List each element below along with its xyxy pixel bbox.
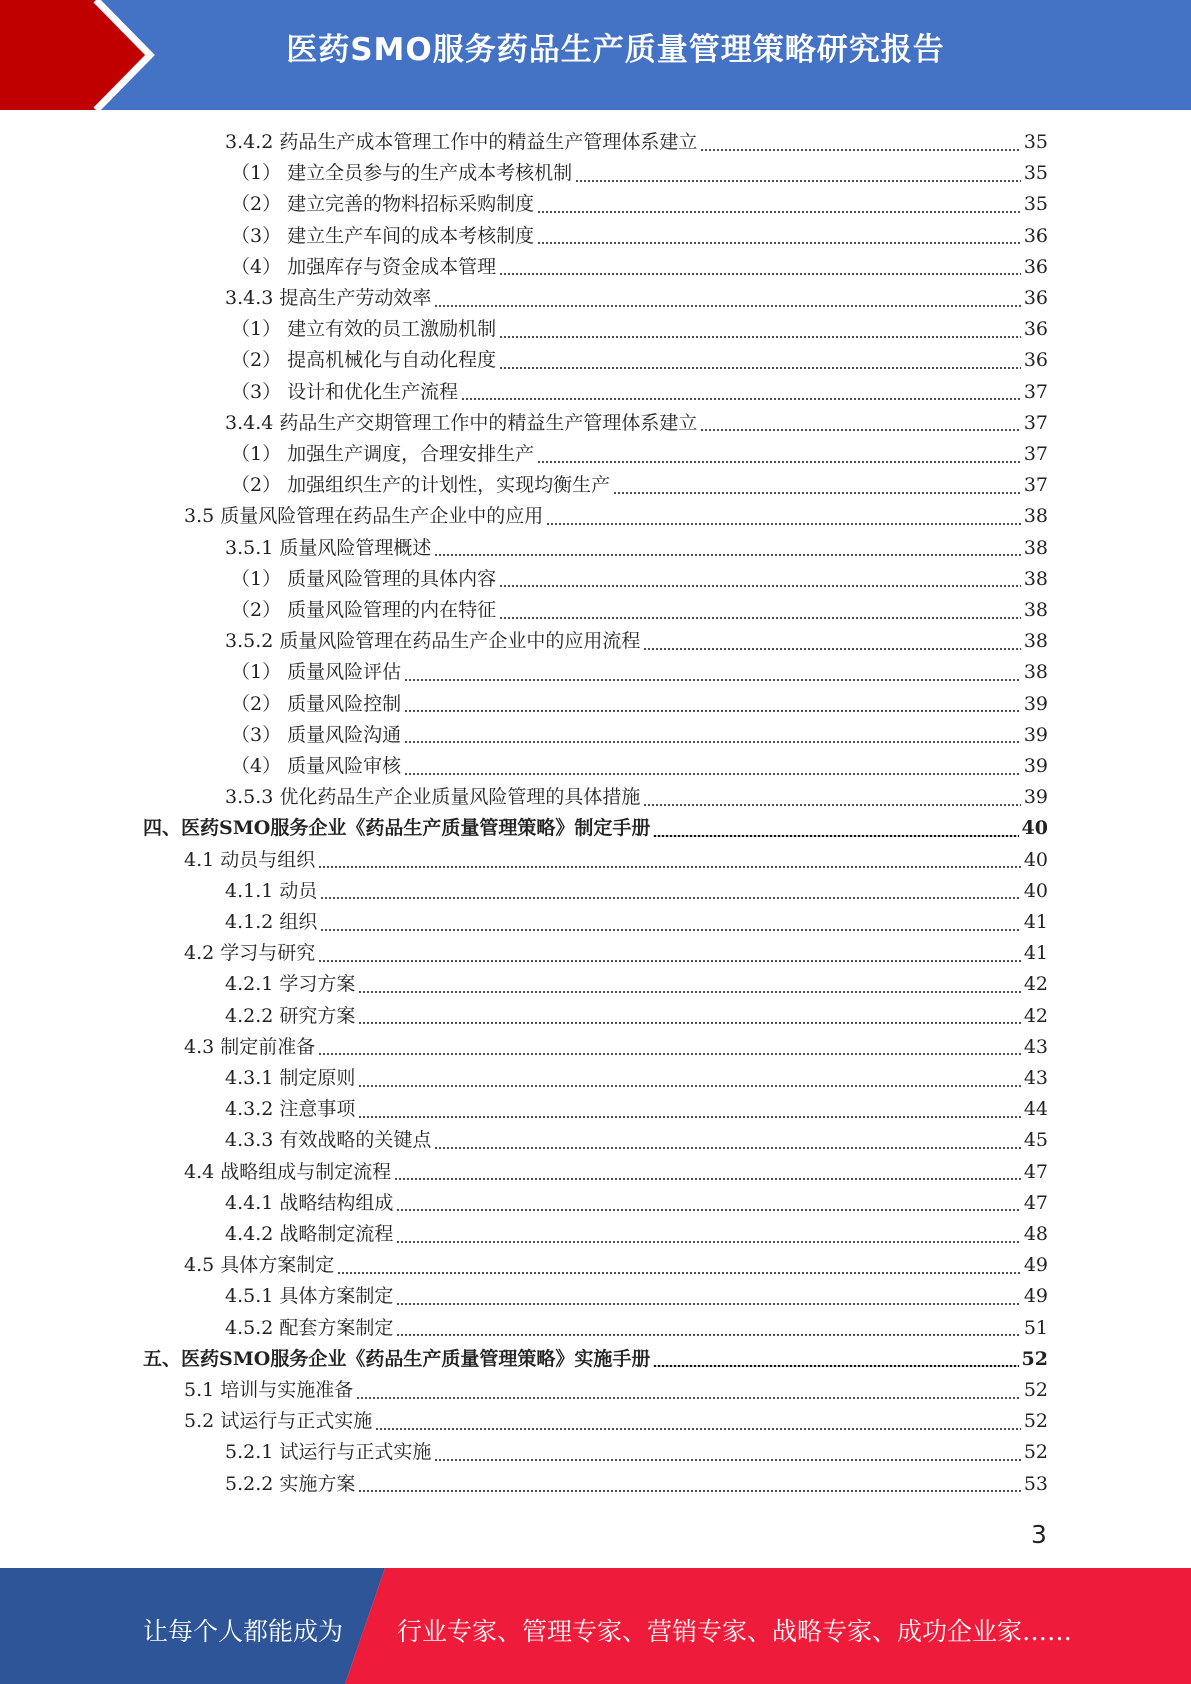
toc-entry-title: 提高机械化与自动化程度 — [287, 349, 497, 372]
toc-entry[interactable] — [231, 158, 1048, 189]
toc-dot-leader — [653, 835, 1018, 837]
toc-entry-number: （1） — [231, 443, 282, 465]
toc-entry-page: 35 — [1023, 193, 1048, 216]
toc-entry-title: 学习与研究 — [220, 942, 316, 965]
toc-entry-page: 49 — [1023, 1254, 1048, 1277]
toc-entry-page: 42 — [1023, 1004, 1048, 1027]
toc-entry-page: 39 — [1023, 692, 1048, 715]
page-footer — [0, 1568, 1191, 1684]
toc-entry-number: 3.4.2 — [225, 131, 274, 153]
toc-dot-leader — [537, 211, 1021, 213]
toc-entry-page: 39 — [1023, 723, 1048, 746]
toc-dot-leader — [358, 1116, 1020, 1118]
toc-entry-page: 38 — [1023, 630, 1048, 653]
toc-dot-leader — [461, 398, 1021, 400]
toc-entry-title: 配套方案制定 — [279, 1316, 394, 1339]
toc-entry[interactable] — [225, 1313, 1048, 1344]
toc-entry[interactable] — [225, 1437, 1048, 1468]
toc-dot-leader — [404, 741, 1021, 743]
toc-entry-number: （3） — [231, 723, 282, 746]
toc-entry[interactable] — [225, 1281, 1048, 1312]
toc-dot-leader — [394, 1178, 1021, 1180]
toc-entry[interactable] — [225, 782, 1048, 813]
toc-entry-number: 5.1 — [184, 1379, 215, 1401]
toc-entry[interactable] — [184, 1157, 1048, 1188]
toc-entry[interactable] — [225, 1001, 1048, 1032]
toc-dot-leader — [643, 804, 1020, 806]
toc-entry[interactable] — [184, 1375, 1048, 1406]
toc-entry-page: 43 — [1023, 1035, 1048, 1058]
toc-dot-leader — [499, 336, 1021, 338]
toc-entry-title: 质量风险管理在药品生产企业中的应用流程 — [279, 630, 641, 653]
toc-entry[interactable] — [184, 1032, 1048, 1063]
toc-entry-title: 建立生产车间的成本考核制度 — [287, 224, 535, 247]
toc-entry-title: 试运行与正式实施 — [279, 1441, 432, 1464]
toc-dot-leader — [404, 710, 1021, 712]
toc-entry-title: 具体方案制定 — [220, 1254, 335, 1277]
toc-entry-title: 动员与组织 — [220, 848, 316, 871]
toc-entry-number: （4） — [231, 755, 282, 777]
toc-entry-title: 药品生产交期管理工作中的精益生产管理体系建立 — [279, 411, 698, 434]
toc-entry-number: 四、 — [143, 817, 182, 840]
toc-dot-leader — [318, 866, 1021, 868]
toc-dot-leader — [404, 679, 1021, 681]
toc-entry-number: 4.3.2 — [225, 1098, 274, 1121]
toc-entry-page: 43 — [1023, 1067, 1048, 1089]
toc-entry-number: （1） — [231, 162, 282, 185]
page-number: 3 — [1031, 1520, 1047, 1549]
toc-entry-title: 加强库存与资金成本管理 — [287, 255, 497, 278]
toc-entry-title: 注意事项 — [279, 1098, 356, 1121]
toc-entry-number: （2） — [231, 599, 282, 621]
toc-dot-leader — [499, 367, 1021, 369]
toc-entry[interactable] — [231, 189, 1048, 220]
toc-entry-number: 5.2.2 — [225, 1472, 274, 1495]
toc-dot-leader — [537, 461, 1021, 463]
toc-entry-page: 45 — [1023, 1129, 1048, 1152]
toc-dot-leader — [499, 617, 1021, 619]
toc-dot-leader — [613, 492, 1021, 494]
toc-entry[interactable] — [231, 345, 1048, 376]
toc-entry-page: 38 — [1023, 661, 1048, 684]
toc-dot-leader — [434, 554, 1020, 556]
toc-entry-title: 医药SMO服务企业《药品生产质量管理策略》实施手册 — [181, 1347, 651, 1370]
toc-entry-number: （2） — [231, 474, 282, 497]
toc-entry-page: 47 — [1023, 1191, 1048, 1214]
toc-entry[interactable] — [184, 1250, 1048, 1281]
toc-entry[interactable] — [231, 439, 1048, 470]
toc-entry-page: 39 — [1023, 786, 1048, 809]
toc-entry-title: 组织 — [279, 911, 318, 933]
toc-entry-number: 4.4 — [184, 1160, 215, 1183]
toc-entry[interactable] — [143, 1344, 1048, 1375]
toc-entry-title: 加强生产调度，合理安排生产 — [287, 443, 535, 465]
toc-dot-leader — [320, 929, 1020, 931]
toc-entry[interactable] — [143, 813, 1048, 844]
toc-entry-number: 4.5 — [184, 1254, 215, 1277]
toc-entry-title: 质量风险管理的内在特征 — [287, 599, 497, 621]
toc-entry[interactable] — [225, 127, 1048, 158]
toc-entry[interactable] — [225, 283, 1048, 314]
toc-entry-title: 质量风险沟通 — [287, 723, 402, 746]
toc-entry[interactable] — [231, 252, 1048, 283]
toc-entry-page: 44 — [1023, 1098, 1048, 1121]
toc-entry-number: 3.5.1 — [225, 536, 274, 559]
toc-entry[interactable] — [231, 377, 1048, 408]
toc-entry-title: 质量风险评估 — [287, 661, 402, 684]
page-header — [0, 0, 1191, 110]
toc-entry-title: 医药SMO服务企业《药品生产质量管理策略》制定手册 — [181, 817, 651, 840]
toc-entry-title: 质量风险管理概述 — [279, 536, 432, 559]
toc-dot-leader — [318, 960, 1021, 962]
toc-entry-number: 4.2.2 — [225, 1004, 274, 1027]
toc-entry-number: 4.2 — [184, 942, 215, 965]
toc-entry-page: 36 — [1023, 349, 1048, 372]
toc-dot-leader — [434, 1459, 1020, 1461]
toc-entry[interactable] — [225, 1125, 1048, 1156]
toc-entry-title: 战略制定流程 — [279, 1223, 394, 1245]
toc-entry[interactable] — [225, 626, 1048, 657]
toc-entry-number: 4.4.2 — [225, 1223, 274, 1245]
toc-entry-page: 52 — [1023, 1379, 1048, 1401]
toc-dot-leader — [643, 648, 1020, 650]
toc-entry-page: 36 — [1023, 255, 1048, 278]
toc-entry-number: 3.5.3 — [225, 786, 274, 809]
toc-dot-leader — [375, 1428, 1021, 1430]
toc-dot-leader — [499, 273, 1021, 275]
toc-entry-page: 36 — [1023, 318, 1048, 341]
toc-dot-leader — [318, 1053, 1021, 1055]
toc-entry-page: 38 — [1023, 599, 1048, 621]
toc-entry-page: 41 — [1023, 911, 1048, 933]
toc-entry-title: 设计和优化生产流程 — [287, 380, 459, 403]
toc-entry-number: 4.1.2 — [225, 911, 274, 933]
toc-entry-title: 制定前准备 — [220, 1035, 316, 1058]
toc-entry[interactable] — [225, 1219, 1048, 1250]
toc-entry[interactable] — [225, 876, 1048, 907]
toc-entry[interactable] — [184, 845, 1048, 876]
toc-entry[interactable] — [225, 1063, 1048, 1094]
toc-entry-page: 35 — [1023, 162, 1048, 185]
toc-entry-page: 35 — [1023, 131, 1048, 153]
toc-entry-title: 培训与实施准备 — [220, 1379, 354, 1401]
toc-entry-title: 建立有效的员工激励机制 — [287, 318, 497, 341]
toc-entry-title: 动员 — [279, 879, 318, 902]
toc-entry-title: 实施方案 — [279, 1472, 356, 1495]
toc-entry-page: 37 — [1023, 411, 1048, 434]
toc-entry[interactable] — [225, 969, 1048, 1000]
toc-entry-page: 39 — [1023, 755, 1048, 777]
toc-dot-leader — [396, 1303, 1020, 1305]
toc-entry-number: （2） — [231, 692, 282, 715]
toc-entry-number: 4.3.3 — [225, 1129, 274, 1152]
toc-entry[interactable] — [231, 470, 1048, 501]
toc-entry[interactable] — [231, 657, 1048, 688]
toc-entry-number: 4.1.1 — [225, 879, 274, 902]
toc-entry-number: 4.5.1 — [225, 1285, 274, 1308]
toc-entry-page: 38 — [1023, 567, 1048, 590]
toc-entry-number: 4.1 — [184, 848, 215, 871]
toc-entry[interactable] — [231, 595, 1048, 626]
toc-entry-number: （2） — [231, 193, 282, 216]
toc-entry-number: （4） — [231, 255, 282, 278]
toc-entry-page: 47 — [1023, 1160, 1048, 1183]
toc-entry-title: 质量风险管理在药品生产企业中的应用 — [220, 505, 544, 528]
toc-dot-leader — [434, 305, 1020, 307]
toc-dot-leader — [700, 149, 1020, 151]
toc-entry[interactable] — [225, 1469, 1048, 1500]
toc-entry-number: 3.4.4 — [225, 411, 274, 434]
toc-entry[interactable] — [231, 751, 1048, 782]
toc-entry[interactable] — [225, 408, 1048, 439]
toc-dot-leader — [356, 1397, 1021, 1399]
toc-entry-page: 41 — [1023, 942, 1048, 965]
toc-entry-number: （1） — [231, 318, 282, 341]
toc-entry-page: 52 — [1021, 1347, 1048, 1370]
toc-dot-leader — [700, 429, 1020, 431]
toc-dot-leader — [499, 585, 1021, 587]
toc-entry-number: 3.5 — [184, 505, 215, 528]
toc-entry-title: 加强组织生产的计划性，实现均衡生产 — [287, 474, 611, 497]
document-title: 医药SMO服务药品生产质量管理策略研究报告 — [286, 32, 945, 68]
toc-entry-title: 提高生产劳动效率 — [279, 287, 432, 309]
toc-entry[interactable] — [184, 1406, 1048, 1437]
toc-entry[interactable] — [231, 689, 1048, 720]
toc-entry-number: 4.4.1 — [225, 1191, 274, 1214]
toc-dot-leader — [320, 897, 1020, 899]
toc-entry-page: 36 — [1023, 224, 1048, 247]
toc-entry-number: （3） — [231, 224, 282, 247]
toc-entry-number: （1） — [231, 567, 282, 590]
toc-entry[interactable] — [184, 501, 1048, 532]
toc-entry-title: 建立全员参与的生产成本考核机制 — [287, 162, 573, 185]
toc-dot-leader — [404, 773, 1021, 775]
footer-slogan-right: 行业专家、管理专家、营销专家、战略专家、成功企业家…… — [397, 1617, 1073, 1646]
toc-entry-title: 药品生产成本管理工作中的精益生产管理体系建立 — [279, 131, 698, 153]
toc-entry[interactable] — [231, 221, 1048, 252]
toc-entry-page: 51 — [1023, 1316, 1048, 1339]
toc-entry-page: 40 — [1023, 848, 1048, 871]
toc-entry-page: 42 — [1023, 973, 1048, 996]
toc-entry[interactable] — [225, 907, 1048, 938]
toc-entry-page: 37 — [1023, 380, 1048, 403]
toc-dot-leader — [653, 1365, 1018, 1367]
toc-entry-page: 53 — [1023, 1472, 1048, 1495]
toc-entry[interactable] — [231, 720, 1048, 751]
toc-entry-number: 3.5.2 — [225, 630, 274, 653]
toc-entry[interactable] — [225, 1094, 1048, 1125]
toc-dot-leader — [537, 242, 1021, 244]
toc-entry-page: 52 — [1023, 1441, 1048, 1464]
toc-dot-leader — [396, 1209, 1020, 1211]
toc-entry-title: 质量风险控制 — [287, 692, 402, 715]
toc-entry-title: 制定原则 — [279, 1067, 356, 1089]
toc-entry-title: 战略组成与制定流程 — [220, 1160, 392, 1183]
toc-entry-title: 研究方案 — [279, 1004, 356, 1027]
toc-entry-number: （2） — [231, 349, 282, 372]
toc-entry-page: 40 — [1021, 817, 1048, 840]
toc-dot-leader — [358, 1085, 1020, 1087]
toc-dot-leader — [358, 991, 1020, 993]
toc-entry-title: 有效战略的关键点 — [279, 1129, 432, 1152]
toc-dot-leader — [358, 1022, 1020, 1024]
toc-entry-page: 38 — [1023, 536, 1048, 559]
toc-entry-title: 学习方案 — [279, 973, 356, 996]
toc-entry-title: 建立完善的物料招标采购制度 — [287, 193, 535, 216]
toc-entry-number: 4.3.1 — [225, 1067, 274, 1089]
toc-dot-leader — [396, 1334, 1020, 1336]
toc-entry-page: 37 — [1023, 474, 1048, 497]
toc-entry-title: 具体方案制定 — [279, 1285, 394, 1308]
toc-entry-title: 战略结构组成 — [279, 1191, 394, 1214]
toc-dot-leader — [434, 1147, 1020, 1149]
toc-entry-number: 4.3 — [184, 1035, 215, 1058]
toc-dot-leader — [337, 1272, 1021, 1274]
toc-entry-number: 五、 — [143, 1347, 182, 1370]
toc-entry-number: 4.2.1 — [225, 973, 274, 996]
toc-entry-page: 37 — [1023, 443, 1048, 465]
toc-entry-title: 试运行与正式实施 — [220, 1410, 373, 1433]
toc-entry[interactable] — [231, 314, 1048, 345]
toc-entry-number: 5.2.1 — [225, 1441, 274, 1464]
toc-entry-page: 49 — [1023, 1285, 1048, 1308]
footer-slogan-left: 让每个人都能成为 — [143, 1617, 344, 1646]
toc-entry-number: （1） — [231, 661, 282, 684]
toc-entry[interactable] — [225, 533, 1048, 564]
toc-entry-title: 质量风险审核 — [287, 755, 402, 777]
toc-entry[interactable] — [225, 1188, 1048, 1219]
toc-entry-title: 质量风险管理的具体内容 — [287, 567, 497, 590]
toc-entry-number: （3） — [231, 380, 282, 403]
toc-entry[interactable] — [184, 938, 1048, 969]
toc-entry-page: 36 — [1023, 287, 1048, 309]
toc-dot-leader — [575, 180, 1021, 182]
toc-entry-title: 优化药品生产企业质量风险管理的具体措施 — [279, 786, 641, 809]
toc-entry[interactable] — [231, 564, 1048, 595]
toc-entry-number: 3.4.3 — [225, 287, 274, 309]
toc-dot-leader — [546, 523, 1021, 525]
toc-dot-leader — [358, 1490, 1020, 1492]
toc-dot-leader — [396, 1241, 1020, 1243]
toc-entry-page: 40 — [1023, 879, 1048, 902]
toc-entry-number: 4.5.2 — [225, 1316, 274, 1339]
toc-entry-page: 52 — [1023, 1410, 1048, 1433]
toc-entry-page: 48 — [1023, 1223, 1048, 1245]
toc-entry-page: 38 — [1023, 505, 1048, 528]
toc-entry-number: 5.2 — [184, 1410, 215, 1433]
